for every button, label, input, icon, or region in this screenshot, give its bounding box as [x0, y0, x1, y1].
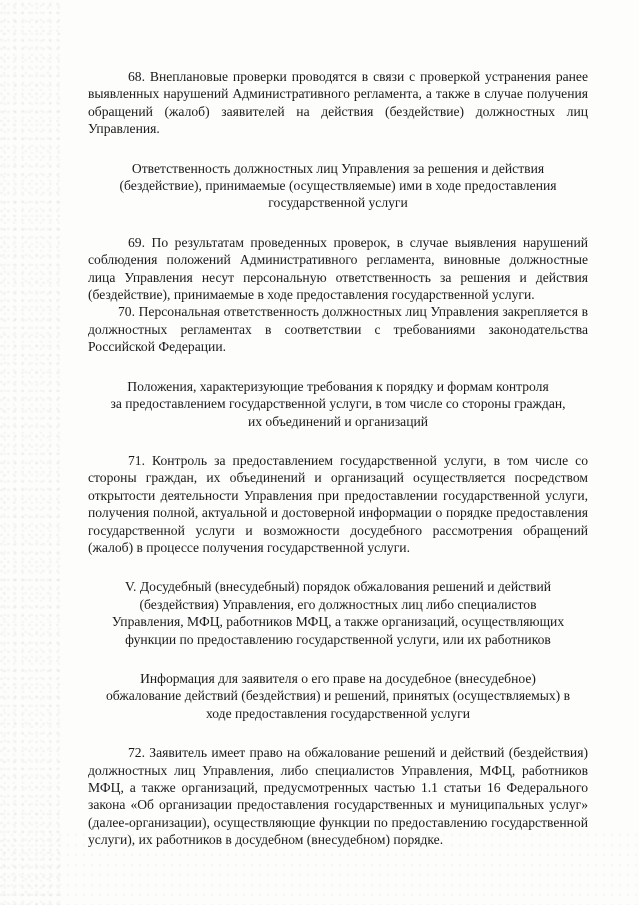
heading-line: государственной услуги: [268, 195, 408, 211]
paragraph-68: 68. Внеплановые проверки проводятся в связи с проверкой устранения ранее выявленных нарушений Административного регламента, а также в случае получения обращений (жалоб) заявителей на действия (бездействие) должностных лиц Управления.: [88, 69, 588, 137]
heading-appeal-information: [88, 670, 588, 722]
paragraph-70: 70. Персональная ответственность должностных лиц Управления закрепляется в должностных регламентах в соответствии с требованиями законодательства Российской Федерации.: [88, 304, 588, 355]
heading-section-v: [88, 578, 588, 648]
heading-line: Положения, характеризующие требования к порядку и формам контроля: [127, 378, 549, 394]
heading-line: V. Досудебный (внесудебный) порядок обжалования решений и действий: [124, 579, 552, 595]
heading-line: ходе предоставления государственной услуги: [206, 705, 470, 721]
scan-noise-left: [0, 0, 60, 905]
paragraph-71: 71. Контроль за предоставлением государственной услуги, в том числе со стороны граждан, их объединений и организаций осуществляется посредством открытости деятельности Управления при предоставлении государственной услуги, получения полной, актуальной и достоверной информации о порядке предоставления государственной услуги и возможности досудебного рассмотрения обращений (жалоб) в процессе получения государственной услуги.: [88, 452, 588, 555]
heading-line: обжалование действий (бездействия) и решений, принятых (осуществляемых) в: [105, 688, 571, 704]
heading-line: Ответственность должностных лиц Управления за решения и действия: [131, 160, 545, 176]
heading-control-requirements: [88, 378, 588, 430]
heading-line: функции по предоставлению государственной услуги, или их работников: [125, 631, 551, 647]
heading-line: Управления, МФЦ, работников МФЦ, а также организаций, осуществляющих: [111, 614, 565, 630]
paragraph-72: 72. Заявитель имеет право на обжалование решений и действий (бездействия) должностных лиц Управления, либо специалистов Управления, МФЦ, работников МФЦ, а также организаций, предусмотренных частью 1.1 статьи 16 Федерального закона «Об организации предоставления государственных и муниципальных услуг» (далее-организации), осуществляющие функции по предоставлению государственной услуги), их работников в досудебном (внесудебном) порядке.: [88, 745, 588, 848]
heading-line: (бездействие), принимаемые (осуществляемые) ими в ходе предоставления: [119, 178, 557, 194]
document-body: [88, 68, 588, 849]
heading-line: их объединений и организаций: [247, 413, 429, 429]
heading-line: (бездействия) Управления, его должностных лиц либо специалистов: [139, 596, 537, 612]
heading-line: за предоставлением государственной услуги, в том числе со стороны граждан,: [110, 396, 566, 412]
paragraph-69: 69. По результатам проведенных проверок, в случае выявления нарушений соблюдения положений Административного регламента, виновные должностные лица Управления несут персональную ответственность за решения и действия (бездействие), принимаемые в ходе предоставления государственной услуги.: [88, 234, 588, 303]
heading-line: Информация для заявителя о его праве на досудебное (внесудебное): [140, 670, 536, 686]
heading-responsibility: [88, 160, 588, 212]
